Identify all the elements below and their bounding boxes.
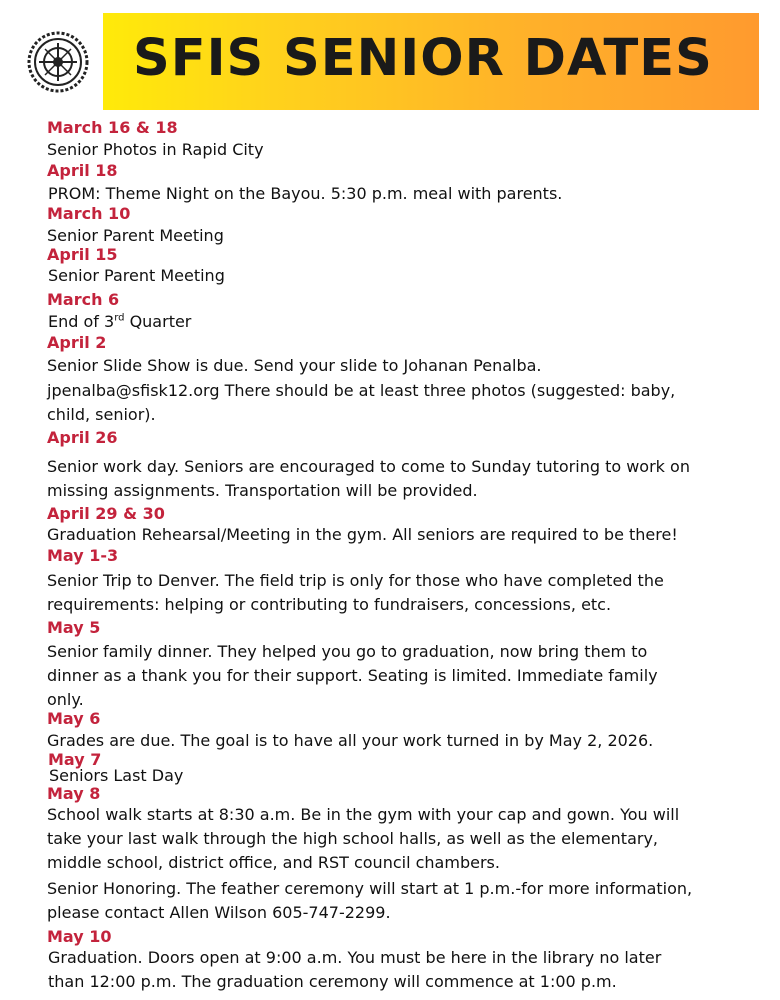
event-text: School walk starts at 8:30 a.m. Be in the gym with your cap and gown. You will [47,805,680,824]
event-date: April 18 [47,161,118,180]
event-text: jpenalba@sfisk12.org There should be at least three photos (suggested: baby, [47,381,676,400]
event-text: missing assignments. Transportation will be provided. [47,481,478,500]
event-text: only. [47,690,84,709]
page-title: SFIS SENIOR DATES [133,29,713,88]
event-date: April 2 [47,333,107,352]
event-date: May 10 [47,927,112,946]
event-text: Grades are due. The goal is to have all your work turned in by May 2, 2026. [47,731,654,750]
event-text: Senior work day. Seniors are encouraged to come to Sunday tutoring to work on [47,457,690,476]
event-text: than 12:00 p.m. The graduation ceremony will commence at 1:00 p.m. [48,972,617,991]
event-text: Senior Parent Meeting [47,226,224,245]
event-text: End of 3rd Quarter [48,312,192,331]
event-text: Graduation. Doors open at 9:00 a.m. You must be here in the library no later [48,948,662,967]
event-text: please contact Allen Wilson 605-747-2299. [47,903,391,922]
event-text: Senior Parent Meeting [48,266,225,285]
event-text: Seniors Last Day [49,766,184,785]
event-date: May 5 [47,618,101,637]
event-date: May 7 [48,750,102,769]
event-text: take your last walk through the high school halls, as well as the elementary, [47,829,659,848]
event-date: May 1-3 [47,546,119,565]
event-date: April 26 [47,428,118,447]
event-text: middle school, district office, and RST council chambers. [47,853,500,872]
event-text: PROM: Theme Night on the Bayou. 5:30 p.m. meal with parents. [48,184,563,203]
event-date: May 6 [47,709,101,728]
event-date: March 6 [47,290,120,309]
event-text: child, senior). [47,405,156,424]
event-text: requirements: helping or contributing to fundraisers, concessions, etc. [47,595,612,614]
event-text: Graduation Rehearsal/Meeting in the gym. All seniors are required to be there! [47,525,678,544]
event-text: dinner as a thank you for their support. Seating is limited. Immediate family [47,666,658,685]
event-text: Senior Slide Show is due. Send your slide to Johanan Penalba. [47,356,542,375]
event-text: Senior Photos in Rapid City [47,140,264,159]
event-date: March 16 & 18 [47,118,178,137]
event-date: May 8 [47,784,101,803]
event-date: April 15 [47,245,118,264]
event-text: Senior family dinner. They helped you go to graduation, now bring them to [47,642,648,661]
event-date: April 29 & 30 [47,504,165,523]
event-date: March 10 [47,204,131,223]
event-text: Senior Trip to Denver. The field trip is only for those who have completed the [47,571,664,590]
event-text: Senior Honoring. The feather ceremony will start at 1 p.m.-for more information, [47,879,693,898]
